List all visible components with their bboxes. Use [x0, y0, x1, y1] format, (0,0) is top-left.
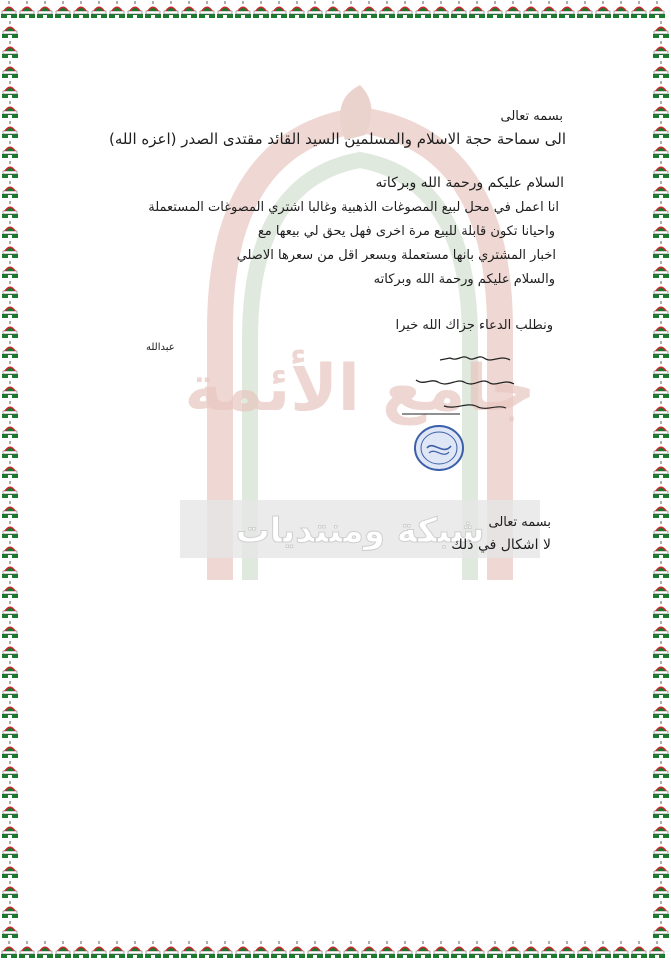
border-mosque-icon	[342, 0, 360, 20]
border-mosque-icon	[652, 420, 670, 440]
border-mosque-icon	[652, 620, 670, 640]
border-mosque-icon	[144, 0, 162, 20]
border-mosque-icon	[216, 0, 234, 20]
border-mosque-icon	[652, 720, 670, 740]
border-mosque-icon	[108, 0, 126, 20]
question-line: اخبار المشتري بانها مستعملة وبسعر اقل من سعرها الاصلي	[236, 248, 556, 263]
border-mosque-icon	[360, 0, 378, 20]
border-mosque-icon	[378, 0, 396, 20]
border-mosque-icon	[468, 0, 486, 20]
border-mosque-icon	[652, 480, 670, 500]
border-mosque-icon	[652, 140, 670, 160]
border-mosque-icon	[1, 820, 19, 840]
border-mosque-icon	[1, 580, 19, 600]
question-line: انا اعمل في محل لبيع المصوغات الذهبية وغالبا اشتري المصوغات المستعملة	[148, 200, 559, 215]
border-mosque-icon	[288, 0, 306, 20]
border-mosque-icon	[522, 940, 540, 960]
border-mosque-icon	[36, 940, 54, 960]
watermark-subtitle: شبكة ومنتديات	[235, 511, 485, 551]
border-mosque-icon	[486, 0, 504, 20]
border-mosque-icon	[450, 0, 468, 20]
border-mosque-icon	[648, 940, 666, 960]
border-mosque-icon	[652, 100, 670, 120]
border-mosque-icon	[652, 300, 670, 320]
border-mosque-icon	[162, 0, 180, 20]
handwritten-reply	[400, 348, 520, 420]
border-mosque-icon	[504, 940, 522, 960]
border-mosque-icon	[652, 40, 670, 60]
border-mosque-icon	[1, 80, 19, 100]
border-mosque-icon	[652, 340, 670, 360]
border-mosque-icon	[1, 120, 19, 140]
border-mosque-icon	[504, 0, 522, 20]
border-mosque-icon	[652, 580, 670, 600]
border-mosque-icon	[652, 240, 670, 260]
border-mosque-icon	[306, 940, 324, 960]
border-mosque-icon	[1, 880, 19, 900]
border-mosque-icon	[652, 820, 670, 840]
border-mosque-icon	[1, 440, 19, 460]
border-mosque-icon	[1, 460, 19, 480]
border-mosque-icon	[252, 940, 270, 960]
letter-closing: ونطلب الدعاء جزاك الله خيرا	[395, 318, 553, 333]
border-mosque-icon	[652, 400, 670, 420]
border-mosque-icon	[1, 360, 19, 380]
watermark-title: جامع الأئمة	[184, 352, 536, 426]
border-mosque-icon	[652, 540, 670, 560]
border-mosque-icon	[36, 0, 54, 20]
border-mosque-icon	[652, 180, 670, 200]
border-mosque-icon	[432, 940, 450, 960]
border-mosque-icon	[652, 900, 670, 920]
border-mosque-icon	[1, 400, 19, 420]
border-mosque-icon	[1, 540, 19, 560]
border-mosque-icon	[198, 0, 216, 20]
border-mosque-icon	[1, 20, 19, 40]
border-mosque-icon	[652, 360, 670, 380]
border-mosque-icon	[1, 220, 19, 240]
border-mosque-icon	[630, 0, 648, 20]
border-mosque-icon	[486, 940, 504, 960]
border-mosque-icon	[396, 940, 414, 960]
border-mosque-icon	[558, 940, 576, 960]
border-mosque-icon	[1, 340, 19, 360]
border-mosque-icon	[652, 80, 670, 100]
border-mosque-icon	[652, 320, 670, 340]
border-mosque-icon	[1, 800, 19, 820]
border-mosque-icon	[144, 940, 162, 960]
border-mosque-icon	[612, 940, 630, 960]
border-mosque-icon	[1, 260, 19, 280]
border-mosque-icon	[540, 0, 558, 20]
border-mosque-icon	[360, 940, 378, 960]
border-mosque-icon	[652, 460, 670, 480]
border-mosque-icon	[612, 0, 630, 20]
border-mosque-icon	[522, 0, 540, 20]
border-mosque-icon	[234, 940, 252, 960]
border-mosque-icon	[652, 700, 670, 720]
letter-basmala: بسمه تعالى	[500, 109, 563, 124]
border-mosque-icon	[1, 560, 19, 580]
border-mosque-icon	[1, 280, 19, 300]
border-mosque-icon	[648, 0, 666, 20]
border-mosque-icon	[1, 240, 19, 260]
border-mosque-icon	[576, 0, 594, 20]
border-mosque-icon	[1, 100, 19, 120]
border-mosque-icon	[652, 860, 670, 880]
border-mosque-icon	[1, 840, 19, 860]
border-mosque-icon	[342, 940, 360, 960]
border-mosque-icon	[652, 500, 670, 520]
border-mosque-icon	[1, 200, 19, 220]
border-mosque-icon	[540, 940, 558, 960]
border-mosque-icon	[450, 940, 468, 960]
border-mosque-icon	[270, 0, 288, 20]
border-mosque-icon	[432, 0, 450, 20]
border-mosque-icon	[652, 260, 670, 280]
border-mosque-icon	[652, 380, 670, 400]
border-mosque-icon	[1, 620, 19, 640]
border-mosque-icon	[652, 600, 670, 620]
border-mosque-icon	[652, 520, 670, 540]
border-mosque-icon	[54, 0, 72, 20]
question-line: واحيانا تكون قابلة للبيع مرة اخرى فهل يحق لي بيعها مع	[257, 224, 555, 239]
border-mosque-icon	[414, 0, 432, 20]
border-mosque-icon	[1, 900, 19, 920]
border-mosque-icon	[652, 660, 670, 680]
border-mosque-icon	[1, 660, 19, 680]
border-mosque-icon	[652, 880, 670, 900]
border-mosque-icon	[234, 0, 252, 20]
answer-body: لا اشكال في ذلك	[451, 537, 551, 553]
border-mosque-icon	[0, 0, 18, 20]
border-mosque-icon	[468, 940, 486, 960]
border-mosque-icon	[378, 940, 396, 960]
border-mosque-icon	[558, 0, 576, 20]
border-mosque-icon	[1, 160, 19, 180]
border-mosque-icon	[652, 220, 670, 240]
border-mosque-icon	[288, 940, 306, 960]
border-mosque-icon	[652, 160, 670, 180]
border-mosque-icon	[1, 760, 19, 780]
border-mosque-icon	[1, 180, 19, 200]
border-mosque-icon	[1, 860, 19, 880]
border-mosque-icon	[1, 680, 19, 700]
border-mosque-icon	[1, 60, 19, 80]
border-mosque-icon	[1, 320, 19, 340]
border-mosque-icon	[18, 940, 36, 960]
border-mosque-icon	[652, 440, 670, 460]
border-mosque-icon	[594, 0, 612, 20]
question-line: والسلام عليكم ورحمة الله وبركاته	[373, 272, 555, 287]
border-mosque-icon	[652, 780, 670, 800]
border-mosque-icon	[652, 740, 670, 760]
border-mosque-icon	[594, 940, 612, 960]
border-mosque-icon	[652, 20, 670, 40]
border-mosque-icon	[1, 600, 19, 620]
letter-recipient: الى سماحة حجة الاسلام والمسلمين السيد القائد مقتدى الصدر (اعزه الله)	[109, 130, 566, 148]
border-mosque-icon	[198, 940, 216, 960]
answer-basmala: بسمه تعالى	[488, 515, 551, 530]
border-mosque-icon	[1, 140, 19, 160]
border-mosque-icon	[18, 0, 36, 20]
border-mosque-icon	[126, 940, 144, 960]
border-mosque-icon	[90, 940, 108, 960]
border-mosque-icon	[216, 940, 234, 960]
official-stamp	[413, 422, 465, 474]
border-mosque-icon	[180, 0, 198, 20]
border-mosque-icon	[576, 940, 594, 960]
letter-sender: عبدالله	[146, 342, 175, 353]
border-mosque-icon	[396, 0, 414, 20]
border-mosque-icon	[652, 840, 670, 860]
border-mosque-icon	[1, 500, 19, 520]
border-mosque-icon	[54, 940, 72, 960]
border-mosque-icon	[270, 940, 288, 960]
border-mosque-icon	[1, 640, 19, 660]
border-mosque-icon	[324, 0, 342, 20]
border-mosque-icon	[1, 780, 19, 800]
border-mosque-icon	[652, 60, 670, 80]
border-mosque-icon	[252, 0, 270, 20]
border-mosque-icon	[630, 940, 648, 960]
border-mosque-icon	[414, 940, 432, 960]
border-mosque-icon	[1, 380, 19, 400]
border-mosque-icon	[1, 740, 19, 760]
border-mosque-icon	[652, 680, 670, 700]
border-mosque-icon	[1, 920, 19, 940]
border-mosque-icon	[652, 120, 670, 140]
border-mosque-icon	[652, 800, 670, 820]
border-mosque-icon	[1, 700, 19, 720]
border-mosque-icon	[652, 640, 670, 660]
border-mosque-icon	[652, 760, 670, 780]
border-mosque-icon	[652, 200, 670, 220]
border-mosque-icon	[1, 480, 19, 500]
border-mosque-icon	[652, 920, 670, 940]
border-mosque-icon	[126, 0, 144, 20]
border-mosque-icon	[1, 720, 19, 740]
border-mosque-icon	[1, 420, 19, 440]
watermark-emblem	[180, 80, 540, 600]
border-mosque-icon	[0, 940, 18, 960]
border-mosque-icon	[90, 0, 108, 20]
border-mosque-icon	[652, 560, 670, 580]
border-mosque-icon	[162, 940, 180, 960]
border-mosque-icon	[1, 40, 19, 60]
border-mosque-icon	[306, 0, 324, 20]
border-mosque-icon	[180, 940, 198, 960]
border-mosque-icon	[108, 940, 126, 960]
border-mosque-icon	[1, 300, 19, 320]
border-mosque-icon	[324, 940, 342, 960]
border-mosque-icon	[1, 520, 19, 540]
letter-greeting: السلام عليكم ورحمة الله وبركاته	[375, 175, 564, 191]
border-mosque-icon	[652, 280, 670, 300]
border-mosque-icon	[72, 940, 90, 960]
border-mosque-icon	[72, 0, 90, 20]
